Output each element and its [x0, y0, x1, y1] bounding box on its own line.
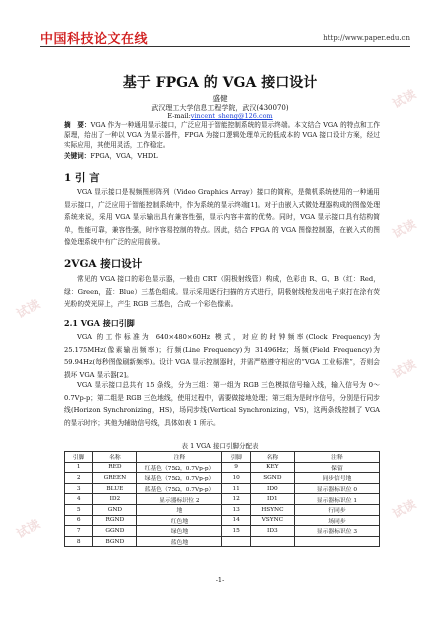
table-cell: ID0	[250, 483, 294, 494]
table-row	[65, 462, 380, 473]
section-2-paragraph: 常见的 VGA 接口的彩色显示器，一般由 CRT（阴极射线管）构成，色彩由 R、G、B（红：Red，绿：Green，蓝：Blue）三基色组成。显示采用逐行扫描的方式进行，阴极射线枪发出电子束打在涂有荧光粉的荧光屏上，产生 RGB 三基色，合成一个彩色像素。	[64, 275, 380, 309]
table-cell: GGND	[93, 526, 137, 537]
table-row	[65, 536, 380, 547]
table-header-row	[65, 452, 380, 463]
table-cell: VSYNC	[250, 515, 294, 526]
keywords-label: 关键词：	[64, 152, 91, 160]
table-cell: 6	[65, 515, 93, 526]
table-caption: 表 1 VGA 接口引脚分配表	[181, 442, 259, 450]
table-cell: 显示器标识位 0	[294, 483, 379, 494]
pin-table	[64, 451, 380, 547]
table-row	[65, 483, 380, 494]
abstract-label: 摘 要：	[64, 121, 91, 129]
table-cell: 绿色地	[137, 526, 222, 537]
table-cell: 15	[222, 526, 250, 537]
keywords	[64, 150, 380, 160]
table-cell: 10	[222, 473, 250, 484]
table-cell: 11	[222, 483, 250, 494]
watermark: 试读	[390, 496, 419, 521]
header-cell: 注释	[294, 452, 379, 463]
table-cell: 蓝基色（75Ω，0.7Vp-p）	[137, 483, 222, 494]
table-row	[65, 473, 380, 484]
table-cell: 1	[65, 462, 93, 473]
header-cell: 引脚	[65, 452, 93, 463]
section-1-title: 1 引 言	[64, 172, 100, 184]
paper-email	[0, 112, 440, 120]
table-cell: 场同步	[294, 515, 379, 526]
site-logo[interactable]: 中国科技论文在线	[40, 32, 149, 47]
table-cell: ID2	[93, 494, 137, 505]
site-url[interactable]: http://www.paper.edu.cn	[323, 34, 410, 42]
table-cell: RGND	[93, 515, 137, 526]
abstract	[64, 121, 380, 150]
table-cell: RED	[93, 462, 137, 473]
table-row	[65, 494, 380, 505]
table-cell: 显示器标识位 3	[294, 526, 379, 537]
header-cell: 名称	[250, 452, 294, 463]
table-row	[65, 526, 380, 537]
paper-affiliation: 武汉理工大学信息工程学院，武汉(430070)	[151, 104, 289, 112]
table-cell: 行同步	[294, 504, 379, 515]
paper-title: 基于 FPGA 的 VGA 接口设计	[122, 75, 318, 91]
abstract-text: VGA 作为一种通用显示接口，广泛应用于智能控制系统的显示终端。本文结合 VGA 的特点和工作原理，给出了一种以 VGA 为显示器件，FPGA 为接口逻辑处理单元的低成本的 VGA 接口设计方案，经过实际应用，其使用灵活，工作稳定。	[64, 121, 380, 149]
table-cell: 显示器标识位 1	[294, 494, 379, 505]
watermark: 试读	[14, 296, 43, 321]
table-cell: 红色地	[137, 515, 222, 526]
table-cell: 9	[222, 462, 250, 473]
keywords-text: FPGA，VGA，VHDL	[90, 152, 158, 160]
section-2-1-title: 2.1 VGA 接口引脚	[64, 318, 135, 328]
table-cell: 同步信号地	[294, 473, 379, 484]
section-2-1-paragraph-2: VGA 显示接口总共有 15 条线，分为三组：第一组为 RGB 三色模拟信号输入线，输入信号为 0～0.7Vp-p；第二组是 RGB 三色地线，使用过程中，需要做接地处理；第三组为是时序信号，分别是行同步线(Horizon Synchronizing，HS)，场同步线(Vertical Synchronizing，VS)，这两条线控制了 VGA 的显示时序；其他为辅助信号线，具体如表 1 所示。	[64, 381, 380, 427]
table-cell: BLUE	[93, 483, 137, 494]
table-cell: 7	[65, 526, 93, 537]
watermark: 试读	[390, 356, 419, 381]
table-cell: 显示器标识位 2	[137, 494, 222, 505]
page-number: -1-	[215, 576, 225, 584]
table-cell: HSYNC	[250, 504, 294, 515]
email-link[interactable]: vincent_sheng@126.com	[190, 112, 273, 120]
table-cell: 蓝色地	[137, 536, 222, 547]
table-cell: 4	[65, 494, 93, 505]
table-cell: 2	[65, 473, 93, 484]
table-cell	[294, 536, 379, 547]
table-cell: ID3	[250, 526, 294, 537]
table-cell	[222, 536, 250, 547]
table-cell: GREEN	[93, 473, 137, 484]
section-2-1-paragraph-1: VGA 的工作标准为 640×480×60Hz 模式，对应的时钟频率(Clock Frequency)为 25.175MHz(像素输出频率)；行频(Line Frequency)为 31496Hz；场频(Field Frequency)为 59.94Hz(每秒图像刷新频率)。设计 VGA 显示控制器时，并需严格遵守相应的“VGA 工业标准”，否则会损坏 VGA 显示器[2]。	[64, 333, 380, 379]
section-2-title: 2VGA 接口设计	[64, 258, 143, 270]
table-cell: 12	[222, 494, 250, 505]
header-cell: 引脚	[222, 452, 250, 463]
section-1-paragraph: VGA 显示接口是视频图形阵列（Video Graphics Array）接口的简称，是微机系统使用的一种通用显示接口，广泛应用于智能控制系统中，作为系统的显示终端[1]。对于由嵌入式微处理器构成的图像处理系统来说，采用 VGA 显示输出具有兼容性强，显示内容丰富的优势。同时，VGA 显示接口具有结构简单，性能可靠，兼容性强，时序容易控制的特点。因此，结合 FPGA 的 VGA 图像控制器，在嵌入式的图像处理系统中有广泛的应用前景。	[64, 188, 380, 247]
page-header	[0, 0, 440, 46]
watermark: 试读	[390, 86, 419, 111]
email-label: E-mail:	[167, 112, 191, 120]
table-cell: KEY	[250, 462, 294, 473]
table-cell: 3	[65, 483, 93, 494]
table-cell: 保留	[294, 462, 379, 473]
header-rule	[40, 46, 410, 47]
table-cell: SGND	[250, 473, 294, 484]
table-row	[65, 515, 380, 526]
header-cell: 名称	[93, 452, 137, 463]
table-cell: ID1	[250, 494, 294, 505]
table-cell: 5	[65, 504, 93, 515]
paper-author: 盛健	[212, 94, 228, 103]
watermark: 试读	[14, 516, 43, 541]
table-row	[65, 504, 380, 515]
table-cell	[250, 536, 294, 547]
watermark: 试读	[390, 216, 419, 241]
table-cell: 8	[65, 536, 93, 547]
table-cell: GND	[93, 504, 137, 515]
table-cell: 绿基色（75Ω，0.7Vp-p）	[137, 473, 222, 484]
table-cell: 地	[137, 504, 222, 515]
header-cell: 注释	[137, 452, 222, 463]
table-cell: BGND	[93, 536, 137, 547]
table-cell: 红基色（75Ω，0.7Vp-p）	[137, 462, 222, 473]
table-cell: 13	[222, 504, 250, 515]
table-cell: 14	[222, 515, 250, 526]
